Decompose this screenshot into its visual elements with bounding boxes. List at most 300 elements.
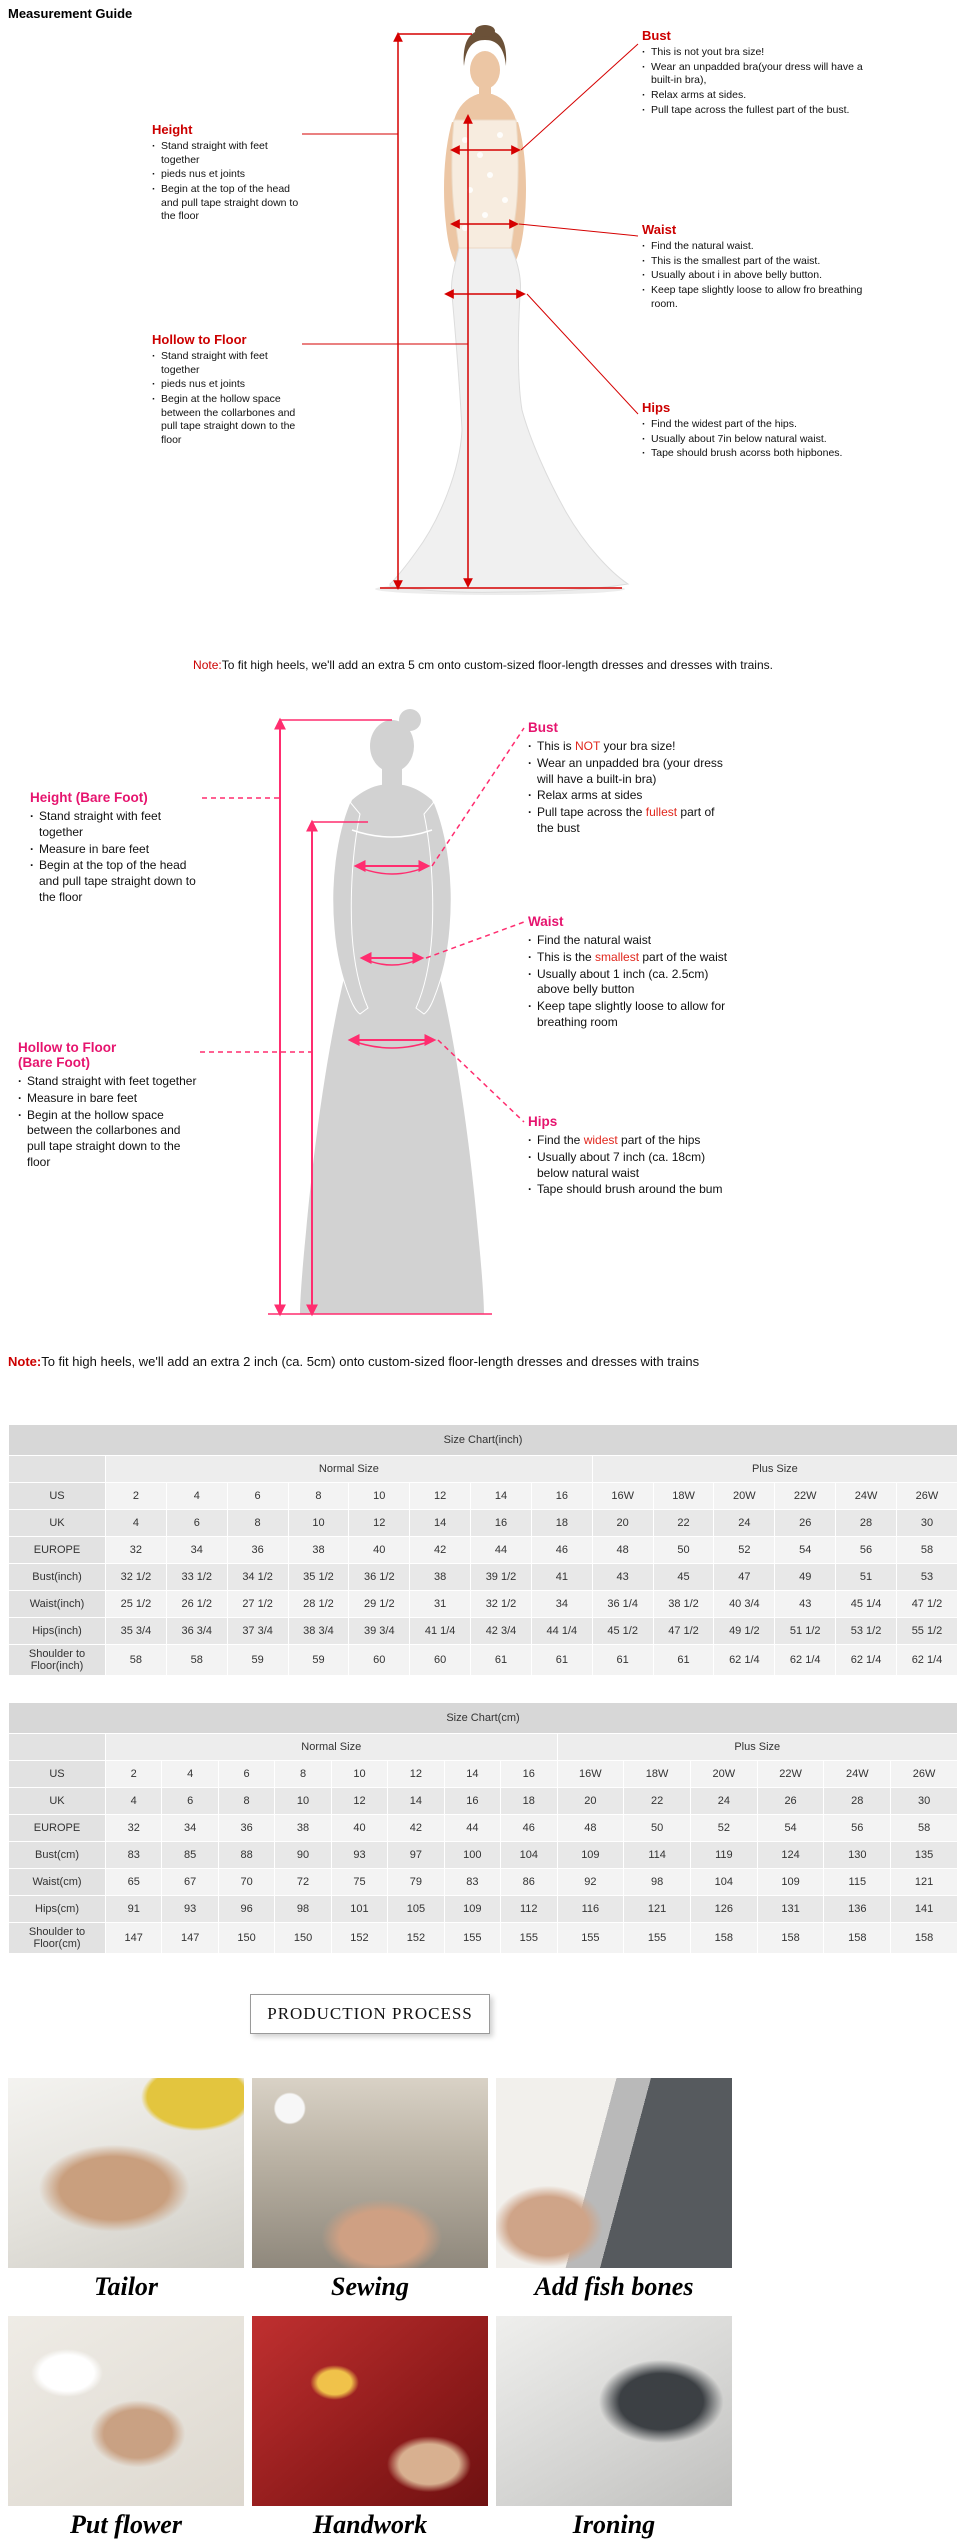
production-process-section (0, 1994, 740, 2544)
table-cell: 158 (690, 1923, 757, 1954)
table-cell: 44 1/4 (531, 1618, 592, 1645)
table-cell: 51 (836, 1564, 897, 1591)
annotation-hips-bullets (528, 1133, 733, 1198)
table-cell: 55 1/2 (896, 1618, 957, 1645)
table-cell: 47 1/2 (896, 1591, 957, 1618)
table-cell: 101 (331, 1896, 387, 1923)
table-row-label: UK (9, 1510, 106, 1537)
table-cell: 10 (349, 1483, 410, 1510)
bullet-item: · Begin at the hollow space between the collarbones and pull tape straight down to the floor (152, 393, 302, 448)
bullet-item: · Usually about i in above belly button. (642, 269, 884, 283)
table-cell: 54 (757, 1815, 824, 1842)
bullet-item: · Wear an unpadded bra (your dress will have a built-in bra) (528, 756, 733, 788)
table-cell: 18 (531, 1510, 592, 1537)
table-cell: 12 (410, 1483, 471, 1510)
table-cell: 38 1/2 (653, 1591, 714, 1618)
table-cell: 4 (166, 1483, 227, 1510)
table-cell: 49 1/2 (714, 1618, 775, 1645)
table-cell: 116 (557, 1896, 624, 1923)
production-photo-grid (0, 2078, 740, 2544)
table-cell: 14 (444, 1761, 500, 1788)
page-title: Measurement Guide (8, 6, 133, 21)
production-step-flower (8, 2316, 244, 2544)
table-cell: 83 (444, 1869, 500, 1896)
table-cell: 40 (331, 1815, 387, 1842)
table-cell: 12 (331, 1788, 387, 1815)
table-cell: 27 1/2 (227, 1591, 288, 1618)
caption-ironing: Ironing (572, 2510, 656, 2539)
table-cell: 26 (757, 1788, 824, 1815)
table-cell: 43 (592, 1564, 653, 1591)
table-cell: 126 (690, 1896, 757, 1923)
note-text: To fit high heels, we'll add an extra 5 cm onto custom-sized floor-length dresses and dresses with trains. (221, 658, 773, 672)
table-row-label: US (9, 1483, 106, 1510)
table-cell: 38 (410, 1564, 471, 1591)
table-row (9, 1788, 958, 1815)
table-cell: 109 (757, 1869, 824, 1896)
annotation-hips-title: Hips (528, 1114, 558, 1129)
annotation-bust-title: Bust (642, 28, 671, 43)
table-cell: 158 (891, 1923, 958, 1954)
table-group-header: Plus Size (592, 1456, 957, 1483)
table-cell: 49 (775, 1564, 836, 1591)
table-cell: 26 (775, 1510, 836, 1537)
table-cell: 34 (162, 1815, 218, 1842)
bullet-item: · Begin at the top of the head and pull tape straight down to the floor (30, 858, 202, 905)
table-row-label: Bust(cm) (9, 1842, 106, 1869)
annotation-waist (642, 222, 884, 312)
bullet-item: · Tape should brush around the bum (528, 1182, 733, 1198)
table-cell: 52 (690, 1815, 757, 1842)
production-step-fishbones (496, 2078, 732, 2306)
size-chart-inch (8, 1424, 958, 1676)
table-row (9, 1815, 958, 1842)
note-text: To fit high heels, we'll add an extra 2 inch (ca. 5cm) onto custom-sized floor-length dresses and dresses with trains (41, 1354, 700, 1369)
table-row (9, 1564, 958, 1591)
table-cell: 41 1/4 (410, 1618, 471, 1645)
size-chart-table (8, 1702, 958, 1954)
table-cell: 109 (557, 1842, 624, 1869)
table-cell: 44 (444, 1815, 500, 1842)
table-cell: 50 (653, 1537, 714, 1564)
table-cell: 85 (162, 1842, 218, 1869)
table-cell: 58 (896, 1537, 957, 1564)
photo-put-flower (8, 2316, 244, 2506)
table-group-header: Normal Size (106, 1734, 558, 1761)
table-cell: 26 1/2 (166, 1591, 227, 1618)
table-cell: 6 (166, 1510, 227, 1537)
table-row-label: Bust(inch) (9, 1564, 106, 1591)
table-title: Size Chart(cm) (9, 1703, 958, 1734)
bullet-item: · Find the widest part of the hips. (642, 418, 884, 432)
table-cell: 36 (227, 1537, 288, 1564)
table-cell: 93 (331, 1842, 387, 1869)
table-row-label: EUROPE (9, 1815, 106, 1842)
annotation-hollow-bullets (152, 350, 302, 447)
table-cell: 46 (501, 1815, 557, 1842)
text-segment: Pull tape across the (537, 805, 646, 820)
table-row-label: EUROPE (9, 1537, 106, 1564)
annotation-hollow-title: Hollow to Floor (152, 332, 247, 347)
bullet-item (528, 950, 733, 966)
annotation-height-bullets (152, 140, 302, 224)
table-cell: 48 (592, 1537, 653, 1564)
table-cell: 83 (106, 1842, 162, 1869)
table-cell: 18W (624, 1761, 691, 1788)
bullet-item: · Usually about 7 inch (ca. 18cm) below natural waist (528, 1150, 733, 1182)
table-cell: 54 (775, 1537, 836, 1564)
caption-put-flower: Put flower (70, 2510, 182, 2539)
table-cell: 24 (714, 1510, 775, 1537)
bullet-item: · Tape should brush acorss both hipbones. (642, 447, 884, 461)
table-cell: 65 (106, 1869, 162, 1896)
table-cell: 155 (501, 1923, 557, 1954)
table-row (9, 1483, 958, 1510)
emphasis-text: widest (583, 1133, 618, 1147)
table-cell: 47 (714, 1564, 775, 1591)
table-cell: 30 (891, 1788, 958, 1815)
bullet-item: · Relax arms at sides (528, 788, 733, 804)
table-group-header: Normal Size (106, 1456, 593, 1483)
table-cell: 28 (824, 1788, 891, 1815)
table-cell: 93 (162, 1896, 218, 1923)
table-cell: 105 (388, 1896, 444, 1923)
note-label: Note: (8, 1354, 42, 1369)
annotation-hips-title: Hips (642, 400, 671, 415)
table-row (9, 1923, 958, 1954)
table-cell: 16W (557, 1761, 624, 1788)
table-cell: 4 (106, 1510, 167, 1537)
table-cell: 42 3/4 (471, 1618, 532, 1645)
table-cell: 36 1/2 (349, 1564, 410, 1591)
table-cell: 36 1/4 (592, 1591, 653, 1618)
table-row (9, 1869, 958, 1896)
table-cell: 38 3/4 (288, 1618, 349, 1645)
table-cell: 47 1/2 (653, 1618, 714, 1645)
table-cell: 6 (218, 1761, 274, 1788)
table-cell: 35 3/4 (106, 1618, 167, 1645)
table-cell: 61 (592, 1645, 653, 1676)
model-figure (375, 25, 628, 595)
size-chart-table (8, 1424, 958, 1676)
table-cell: 96 (218, 1896, 274, 1923)
table-row-label: US (9, 1761, 106, 1788)
annotation-waist-title: Waist (642, 222, 677, 237)
table-cell: 119 (690, 1842, 757, 1869)
table-cell: 38 (288, 1537, 349, 1564)
table-corner (9, 1734, 106, 1761)
table-cell: 52 (714, 1537, 775, 1564)
caption-sewing: Sewing (330, 2272, 410, 2301)
table-cell: 150 (275, 1923, 331, 1954)
table-cell: 98 (624, 1869, 691, 1896)
annotation-height-title: Height (152, 122, 193, 137)
table-cell: 45 1/2 (592, 1618, 653, 1645)
bullet-item: · Begin at the hollow space between the collarbones and pull tape straight down to the floor (18, 1108, 200, 1171)
annotation-bust (642, 28, 884, 118)
table-cell: 59 (288, 1645, 349, 1676)
annotation-height (152, 122, 302, 225)
table-cell: 16 (471, 1510, 532, 1537)
table-cell: 8 (288, 1483, 349, 1510)
table-cell: 112 (501, 1896, 557, 1923)
photo-sewing (252, 2078, 488, 2268)
table-cell: 22 (653, 1510, 714, 1537)
annotation-height-barefoot (30, 790, 202, 907)
table-cell: 44 (471, 1537, 532, 1564)
table-cell: 147 (162, 1923, 218, 1954)
table-cell: 16 (531, 1483, 592, 1510)
table-cell: 20W (714, 1483, 775, 1510)
table-cell: 28 (836, 1510, 897, 1537)
table-cell: 152 (331, 1923, 387, 1954)
table-cell: 16W (592, 1483, 653, 1510)
photo-add-fish-bones (496, 2078, 732, 2268)
table-cell: 92 (557, 1869, 624, 1896)
table-row-label: UK (9, 1788, 106, 1815)
bullet-item: · Stand straight with feet together (152, 350, 302, 377)
bullet-item: · This is not yout bra size! (642, 46, 884, 60)
table-cell: 61 (531, 1645, 592, 1676)
annotation-bust-bullets (528, 739, 733, 837)
table-row-label: Shoulder to Floor(cm) (9, 1923, 106, 1954)
table-corner (9, 1456, 106, 1483)
table-cell: 34 1/2 (227, 1564, 288, 1591)
bullet-item: · Keep tape slightly loose to allow fro breathing room. (642, 284, 884, 311)
table-cell: 104 (501, 1842, 557, 1869)
table-cell: 22 (624, 1788, 691, 1815)
text-segment: Find the (537, 1133, 584, 1147)
production-step-handwork (252, 2316, 488, 2544)
table-cell: 14 (388, 1788, 444, 1815)
table-cell: 10 (331, 1761, 387, 1788)
table-cell: 12 (349, 1510, 410, 1537)
bullet-item: · Keep tape slightly loose to allow for breathing room (528, 999, 733, 1031)
table-cell: 155 (557, 1923, 624, 1954)
annotation-hollow-title: Hollow to Floor (Bare Foot) (18, 1040, 117, 1070)
table-cell: 61 (471, 1645, 532, 1676)
table-cell: 39 1/2 (471, 1564, 532, 1591)
table-row (9, 1761, 958, 1788)
production-step-ironing (496, 2316, 732, 2544)
annotation-bust-title: Bust (528, 720, 558, 735)
table-cell: 10 (288, 1510, 349, 1537)
table-cell: 131 (757, 1896, 824, 1923)
bullet-item (528, 739, 733, 755)
table-cell: 45 (653, 1564, 714, 1591)
table-cell: 6 (227, 1483, 288, 1510)
bullet-item: · Stand straight with feet together (18, 1074, 200, 1090)
table-row-label: Shoulder to Floor(inch) (9, 1645, 106, 1676)
table-cell: 59 (227, 1645, 288, 1676)
table-cell: 43 (775, 1591, 836, 1618)
table-cell: 4 (162, 1761, 218, 1788)
table-cell: 91 (106, 1896, 162, 1923)
table-cell: 16 (444, 1788, 500, 1815)
bullet-item (528, 1133, 733, 1149)
production-step-sewing (252, 2078, 488, 2306)
table-cell: 34 (531, 1591, 592, 1618)
table-cell: 18 (501, 1788, 557, 1815)
table-cell: 22W (757, 1761, 824, 1788)
emphasis-text: smallest (595, 949, 640, 964)
note-high-heels-cm (0, 658, 966, 672)
table-cell: 109 (444, 1896, 500, 1923)
table-cell: 90 (275, 1842, 331, 1869)
table-cell: 98 (275, 1896, 331, 1923)
photo-ironing (496, 2316, 732, 2506)
bullet-item: · Stand straight with feet together (30, 809, 202, 841)
text-segment: your bra size! (600, 739, 676, 753)
table-cell: 33 1/2 (166, 1564, 227, 1591)
table-cell: 34 (166, 1537, 227, 1564)
bullet-item: · Measure in bare feet (30, 842, 202, 858)
table-cell: 104 (690, 1869, 757, 1896)
table-cell: 150 (218, 1923, 274, 1954)
table-cell: 62 1/4 (836, 1645, 897, 1676)
bullet-item: · Find the natural waist. (642, 240, 884, 254)
table-cell: 45 1/4 (836, 1591, 897, 1618)
bullet-item: · Relax arms at sides. (642, 89, 884, 103)
table-cell: 8 (275, 1761, 331, 1788)
table-cell: 40 (349, 1537, 410, 1564)
table-cell: 136 (824, 1896, 891, 1923)
table-cell: 158 (757, 1923, 824, 1954)
table-cell: 24 (690, 1788, 757, 1815)
table-cell: 56 (824, 1815, 891, 1842)
section-model-guide (0, 0, 966, 702)
annotation-hips (642, 400, 884, 462)
table-cell: 72 (275, 1869, 331, 1896)
table-cell: 62 1/4 (896, 1645, 957, 1676)
table-cell: 29 1/2 (349, 1591, 410, 1618)
bullet-item: · Wear an unpadded bra(your dress will have a built-in bra), (642, 61, 884, 88)
bullet-item: · This is the smallest part of the waist. (642, 255, 884, 269)
table-title: Size Chart(inch) (9, 1425, 958, 1456)
production-step-tailor (8, 2078, 244, 2306)
bullet-item (528, 805, 733, 837)
table-cell: 20 (557, 1788, 624, 1815)
table-cell: 6 (162, 1788, 218, 1815)
bullet-item: · Begin at the top of the head and pull tape straight down to the floor (152, 183, 302, 224)
table-cell: 121 (891, 1869, 958, 1896)
size-chart-cm (8, 1702, 958, 1954)
table-cell: 14 (410, 1510, 471, 1537)
table-cell: 124 (757, 1842, 824, 1869)
table-cell: 28 1/2 (288, 1591, 349, 1618)
table-cell: 25 1/2 (106, 1591, 167, 1618)
annotation-hips (528, 1114, 733, 1199)
table-cell: 8 (218, 1788, 274, 1815)
table-cell: 60 (410, 1645, 471, 1676)
annotation-hollow-to-floor (152, 332, 302, 448)
annotation-bust (528, 720, 733, 838)
table-cell: 12 (388, 1761, 444, 1788)
table-cell: 130 (824, 1842, 891, 1869)
text-segment: part of the waist (639, 949, 728, 964)
table-cell: 121 (624, 1896, 691, 1923)
photo-tailor (8, 2078, 244, 2268)
caption-add-fish-bones: Add fish bones (534, 2272, 694, 2301)
table-cell: 4 (106, 1788, 162, 1815)
table-row (9, 1591, 958, 1618)
bullet-item: · Pull tape across the fullest part of the bust. (642, 104, 884, 118)
bullet-item: · Stand straight with feet together (152, 140, 302, 167)
table-row-label: Waist(inch) (9, 1591, 106, 1618)
table-cell: 2 (106, 1483, 167, 1510)
annotation-waist-bullets (528, 933, 733, 1031)
table-cell: 16 (501, 1761, 557, 1788)
caption-handwork: Handwork (312, 2510, 428, 2539)
table-cell: 14 (471, 1483, 532, 1510)
table-cell: 88 (218, 1842, 274, 1869)
table-cell: 36 3/4 (166, 1618, 227, 1645)
table-cell: 20W (690, 1761, 757, 1788)
annotation-height-bullets (30, 809, 202, 906)
note-high-heels-inch (8, 1354, 699, 1369)
silhouette-figure (300, 709, 484, 1314)
table-cell: 62 1/4 (775, 1645, 836, 1676)
production-process-title (250, 1994, 490, 2034)
table-cell: 141 (891, 1896, 958, 1923)
table-cell: 50 (624, 1815, 691, 1842)
table-cell: 32 1/2 (106, 1564, 167, 1591)
table-row-label: Hips(cm) (9, 1896, 106, 1923)
table-cell: 135 (891, 1842, 958, 1869)
table-cell: 147 (106, 1923, 162, 1954)
table-cell: 36 (218, 1815, 274, 1842)
table-cell: 42 (410, 1537, 471, 1564)
table-row (9, 1618, 958, 1645)
table-cell: 115 (824, 1869, 891, 1896)
annotation-hollow-bullets (18, 1074, 200, 1171)
caption-tailor: Tailor (93, 2272, 159, 2301)
table-row (9, 1896, 958, 1923)
table-cell: 38 (275, 1815, 331, 1842)
table-cell: 58 (891, 1815, 958, 1842)
note-label: Note: (193, 658, 222, 672)
text-segment: part of the hips (617, 1133, 701, 1147)
table-cell: 158 (824, 1923, 891, 1954)
table-cell: 8 (227, 1510, 288, 1537)
table-cell: 61 (653, 1645, 714, 1676)
table-cell: 79 (388, 1869, 444, 1896)
table-cell: 155 (444, 1923, 500, 1954)
table-cell: 70 (218, 1869, 274, 1896)
table-cell: 62 1/4 (714, 1645, 775, 1676)
table-cell: 53 (896, 1564, 957, 1591)
table-cell: 32 1/2 (471, 1591, 532, 1618)
text-segment: part of the bust (537, 805, 715, 836)
annotation-waist-title: Waist (528, 914, 564, 929)
table-cell: 22W (775, 1483, 836, 1510)
table-cell: 37 3/4 (227, 1618, 288, 1645)
table-cell: 40 3/4 (714, 1591, 775, 1618)
annotation-hollow-barefoot (18, 1040, 200, 1172)
table-row (9, 1842, 958, 1869)
table-cell: 24W (836, 1483, 897, 1510)
annotation-bust-bullets (642, 46, 884, 117)
table-cell: 42 (388, 1815, 444, 1842)
table-cell: 155 (624, 1923, 691, 1954)
table-cell: 41 (531, 1564, 592, 1591)
photo-handwork (252, 2316, 488, 2506)
table-cell: 18W (653, 1483, 714, 1510)
section-silhouette-guide (0, 702, 966, 1402)
table-cell: 32 (106, 1537, 167, 1564)
bullet-item: · Measure in bare feet (18, 1091, 200, 1107)
table-cell: 67 (162, 1869, 218, 1896)
